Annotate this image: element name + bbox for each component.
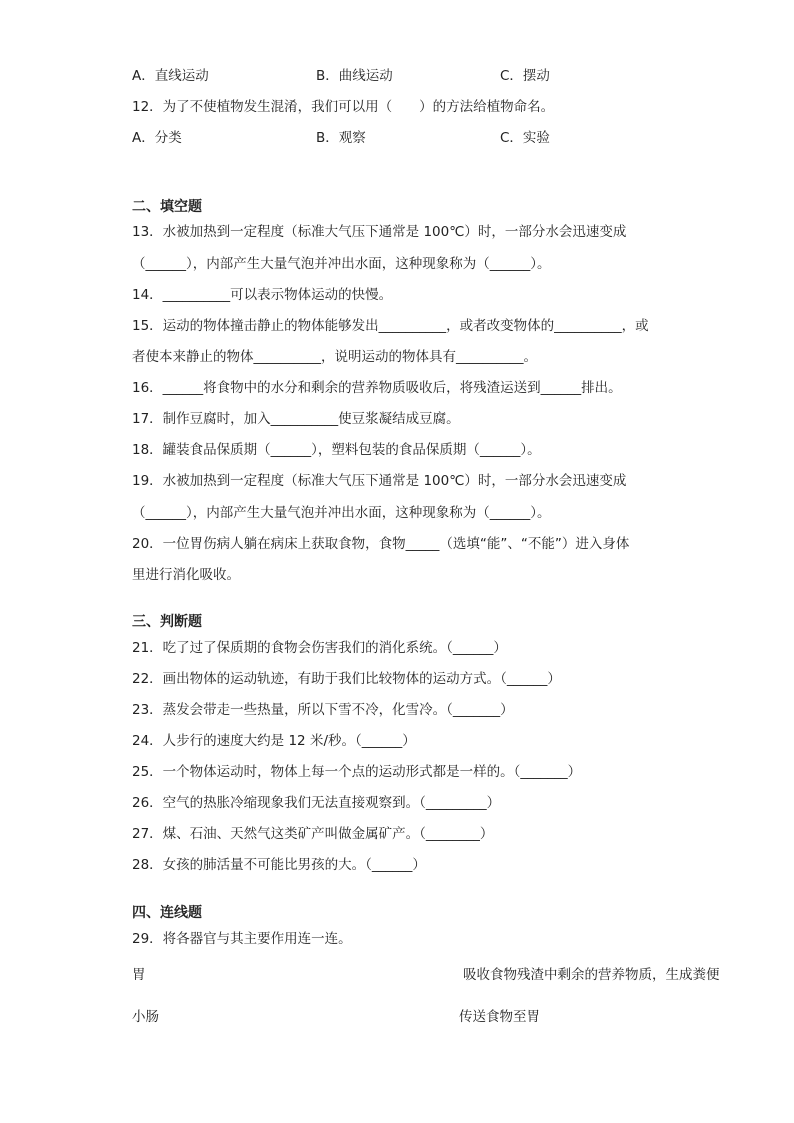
match-left-1: 胃	[132, 967, 146, 983]
q13-line1: 13．水被加热到一定程度（标准大气压下通常是 100℃）时，一部分水会迅速变成	[132, 224, 627, 240]
section4-title: 四、连线题	[132, 905, 202, 921]
match-left-2: 小肠	[132, 1009, 159, 1025]
match-right-2: 传送食物至胃	[459, 1009, 540, 1025]
q20-line1: 20．一位胃伤病人躺在病床上获取食物，食物_____（选填“能”、“不能”）进入身体	[132, 536, 630, 552]
match-right-1: 吸收食物残渣中剩余的营养物质，生成粪便	[463, 967, 720, 983]
q20-line2: 里进行消化吸收。	[132, 567, 240, 583]
q12-text: 12．为了不使植物发生混淆，我们可以用（ ）的方法给植物命名。	[132, 99, 555, 115]
q11-option-b: B．曲线运动	[316, 68, 393, 84]
q14: 14．__________可以表示物体运动的快慢。	[132, 287, 393, 303]
q22: 22．画出物体的运动轨迹，有助于我们比较物体的运动方式。（______）	[132, 671, 561, 687]
q18: 18．罐装食品保质期（______），塑料包装的食品保质期（______）。	[132, 442, 541, 458]
q25: 25．一个物体运动时，物体上每一个点的运动形式都是一样的。（_______）	[132, 764, 582, 780]
q27: 27．煤、石油、天然气这类矿产叫做金属矿产。（________）	[132, 826, 494, 842]
q29: 29．将各器官与其主要作用连一连。	[132, 931, 352, 947]
q12-option-a: A．分类	[132, 130, 182, 146]
q19-line1: 19．水被加热到一定程度（标准大气压下通常是 100℃）时，一部分水会迅速变成	[132, 473, 627, 489]
q19-line2: （______），内部产生大量气泡并冲出水面，这种现象称为（______）。	[132, 505, 551, 521]
q16: 16．______将食物中的水分和剩余的营养物质吸收后，将残渣运送到______排出。	[132, 380, 622, 396]
q12-option-c: C．实验	[500, 130, 550, 146]
q15-line2: 者使本来静止的物体__________，说明运动的物体具有__________。	[132, 349, 537, 365]
section3-title: 三、判断题	[132, 614, 202, 630]
q21: 21．吃了过了保质期的食物会伤害我们的消化系统。（______）	[132, 640, 507, 656]
q15-line1: 15．运动的物体撞击静止的物体能够发出__________，或者改变物体的__________，或	[132, 318, 649, 334]
q11-option-c: C．摆动	[500, 68, 550, 84]
q26: 26．空气的热胀冷缩现象我们无法直接观察到。（_________）	[132, 795, 501, 811]
q11-option-a: A．直线运动	[132, 68, 209, 84]
q28: 28．女孩的肺活量不可能比男孩的大。（______）	[132, 857, 426, 873]
q24: 24．人步行的速度大约是 12 米/秒。（______）	[132, 733, 416, 749]
q12-option-b: B．观察	[316, 130, 366, 146]
section2-title: 二、填空题	[132, 199, 202, 215]
q23: 23．蒸发会带走一些热量，所以下雪不冷，化雪冷。（_______）	[132, 702, 514, 718]
q13-line2: （______），内部产生大量气泡并冲出水面，这种现象称为（______）。	[132, 256, 551, 272]
q17: 17．制作豆腐时，加入__________使豆浆凝结成豆腐。	[132, 411, 460, 427]
